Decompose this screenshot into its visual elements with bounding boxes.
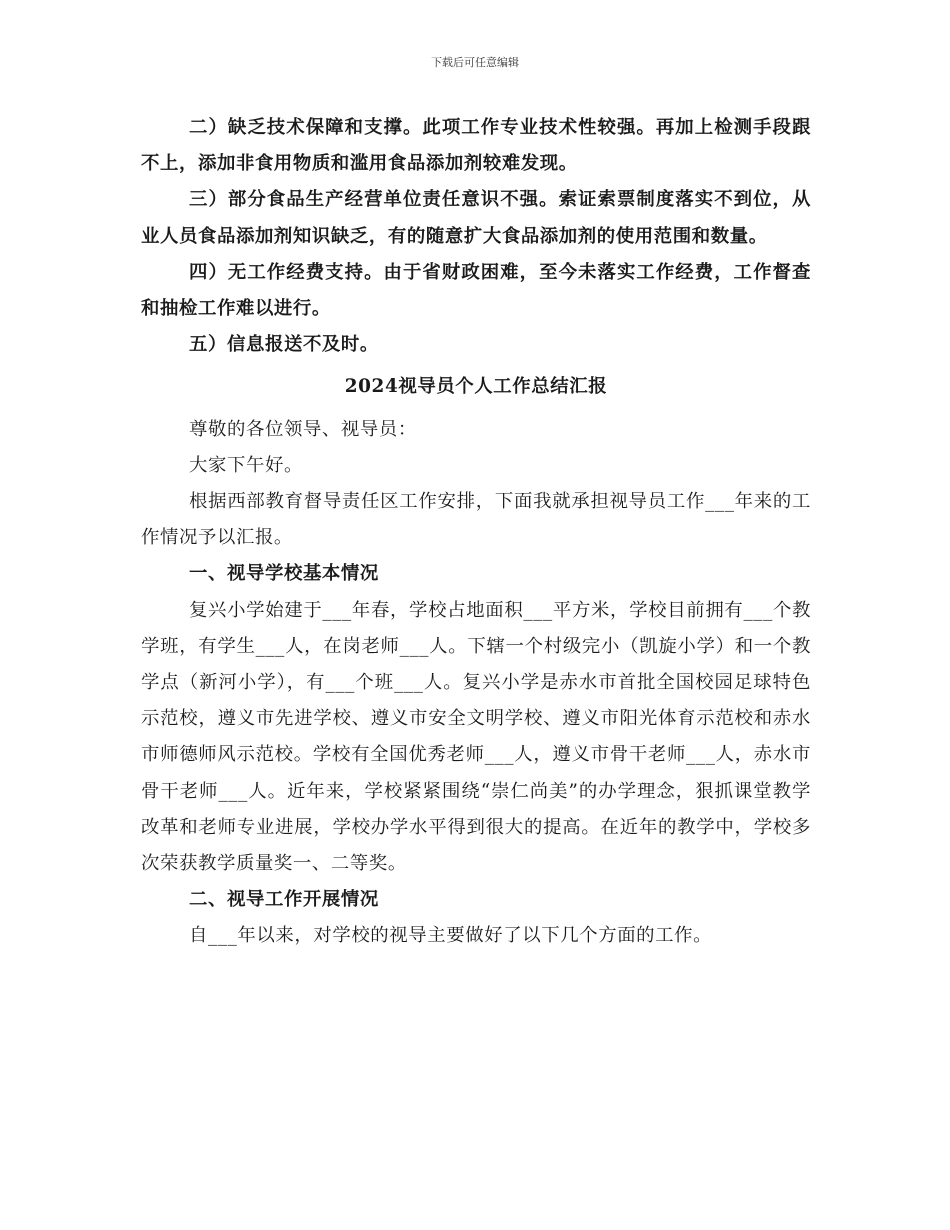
- section-heading-1: 一、视导学校基本情况: [189, 563, 379, 585]
- salutation: 大家下午好。: [189, 454, 303, 476]
- work-paragraph: 自___年以来，对学校的视导主要做好了以下几个方面的工作。: [189, 925, 713, 947]
- document-body: [141, 110, 811, 955]
- paragraph-issue-4: 四）无工作经费支持。由于省财政困难，至今未落实工作经费，工作督查和抽检工作难以进行。: [141, 261, 811, 320]
- greeting: 尊敬的各位领导、视导员：: [189, 418, 417, 440]
- intro-paragraph: 根据西部教育督导责任区工作安排，下面我就承担视导员工作___年来的工作情况予以汇报。: [141, 491, 811, 549]
- paragraph-issue-5: 五）信息报送不及时。: [189, 334, 379, 356]
- section-heading-2: 二、视导工作开展情况: [189, 889, 379, 911]
- document-title: 2024视导员个人工作总结汇报: [344, 376, 608, 398]
- paragraph-issue-3: 三）部分食品生产经营单位责任意识不强。索证索票制度落实不到位，从业人员食品添加剂知识缺乏，有的随意扩大食品添加剂的使用范围和数量。: [141, 189, 811, 247]
- paragraph-issue-2: 二）缺乏技术保障和支撑。此项工作专业技术性较强。再加上检测手段跟不上，添加非食用物质和滥用食品添加剂较难发现。: [141, 117, 811, 175]
- page-header: 下载后可任意编辑: [431, 56, 519, 69]
- school-info-paragraph: 复兴小学始建于___年春，学校占地面积___平方米，学校目前拥有___个教学班，有学生___人，在岗老师___人。下辖一个村级完小（凯旋小学）和一个教学点（新河小学），有___个班___人。复兴小学是赤水市首批全国校园足球特色示范校，遵义市先进学校、遵义市安全文明学校、遵义市阳光体育示范校和赤水市师德师风示范校。学校有全国优秀老师___人，遵义市骨干老师___人，赤水市骨干老师___人。近年来，学校紧紧围绕“崇仁尚美”的办学理念，狠抓课堂教学改革和老师专业进展，学校办学水平得到很大的提高。在近年的教学中，学校多次荣获教学质量奖一、二等奖。: [141, 599, 811, 875]
